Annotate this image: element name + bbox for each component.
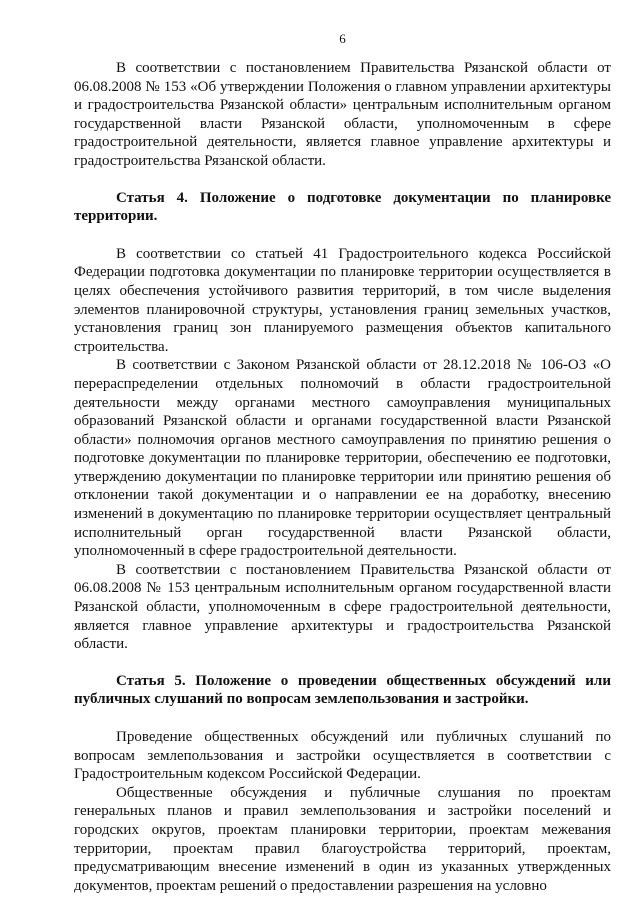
article-5-paragraph-2: Общественные обсуждения и публичные слушания по проектам генеральных планов и правил землепользования и застройки поселений и городских округов, проектам планировки территории, проектам межевания территории, проектам правил благоустройства территорий, проектам, предусматривающим внесение изменений в один из указанных утвержденных документов, проектам решений о предоставлении разрешения на условно — [74, 784, 611, 894]
page-number: 6 — [339, 31, 346, 46]
article-4-paragraph-3: В соответствии с постановлением Правительства Рязанской области от 06.08.2008 № 153 центральным исполнительным органом государственной власти Рязанской области, уполномоченным в сфере градостроительной деятельности, является главное управление архитектуры и градостроительства Рязанской области. — [74, 561, 611, 653]
article-5-heading: Статья 5. Положение о проведении общественных обсуждений или публичных слушаний по вопросам землепользования и застройки. — [74, 672, 611, 708]
article-4-heading: Статья 4. Положение о подготовке документации по планировке территории. — [74, 189, 611, 225]
article-4-paragraph-2: В соответствии с Законом Рязанской области от 28.12.2018 № 106-ОЗ «О перераспределении отдельных полномочий в области градостроительной деятельности между органами местного самоуправления муниципальных образований Рязанской области и органами государственной власти Рязанской области» полномочия органов местного самоуправления по принятию решения о подготовке документации по планировке территории, обеспечению ее подготовки, утверждению документации по планировке территории или принятию решения об отклонении такой документации и о направлении ее на доработку, внесению изменений в документацию по планировке территории осуществляет центральный исполнительный орган государственной власти Рязанской области, уполномоченный в сфере градостроительной деятельности. — [74, 357, 611, 560]
article-4-paragraph-1: В соответствии со статьей 41 Градостроительного кодекса Российской Федерации подготовка документации по планировке территории осуществляется в целях обеспечения устойчивого развития территорий, в том числе выделения элементов планировочной структуры, установления границ земельных участков, установления границ зон планируемого размещения объектов капитального строительства. — [74, 245, 611, 355]
intro-paragraph: В соответствии с постановлением Правительства Рязанской области от 06.08.2008 № 153 «Об утверждении Положения о главном управлении архитектуры и градостроительства Рязанской области» центральным исполнительным органом государственной власти Рязанской области, уполномоченным в сфере градостроительной деятельности, является главное управление архитектуры и градостроительства Рязанской области. — [74, 60, 611, 169]
article-5-paragraph-1: Проведение общественных обсуждений или публичных слушаний по вопросам землепользования и застройки осуществляется в соответствии с Градостроительным кодексом Российской Федерации. — [74, 729, 611, 783]
document-body — [74, 59, 611, 895]
